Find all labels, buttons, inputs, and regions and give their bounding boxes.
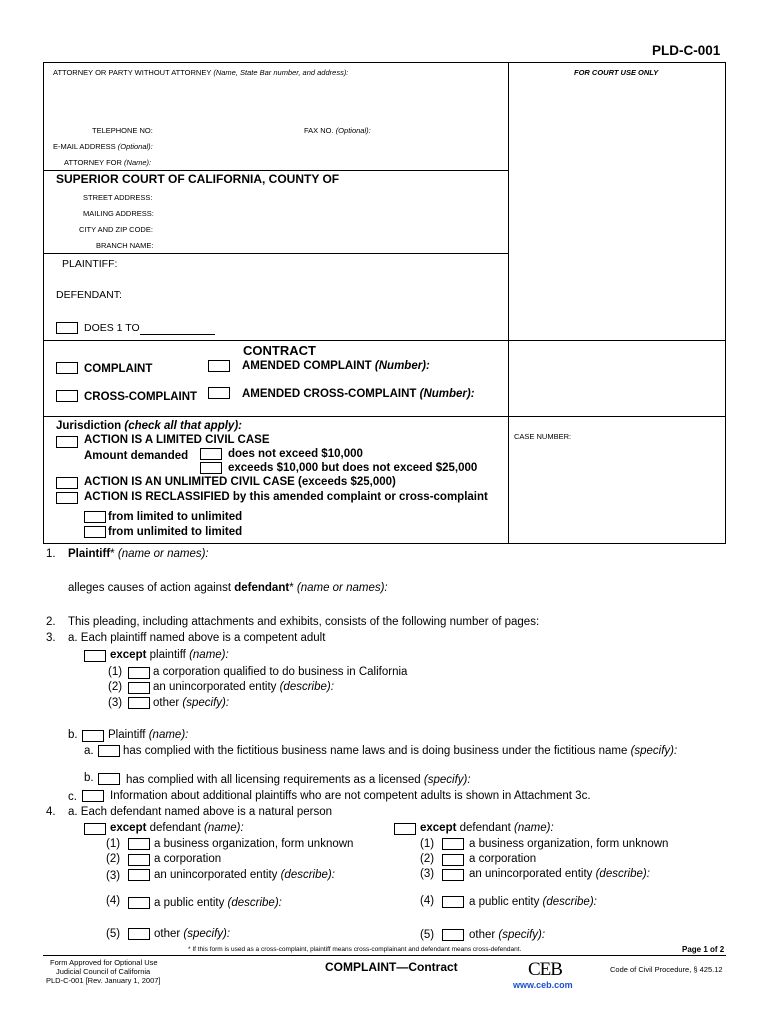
right-d3-label: an unincorporated entity (describe): [469,868,650,880]
except-defendant-right-checkbox[interactable] [394,823,416,835]
right-d1-number: (1) [420,838,435,850]
form-title: COMPLAINT—Contract [325,960,458,974]
except-defendant-left-label: except defendant (name): [110,822,244,834]
frame-bottom [43,543,726,544]
page-number: Page 1 of 2 [682,945,725,954]
email-label: E-MAIL ADDRESS (Optional): [53,142,153,151]
exceeds-checkbox[interactable] [200,462,222,474]
divider-title [43,340,726,341]
street-address-label: STREET ADDRESS: [83,193,153,202]
right-d5-number: (5) [420,929,435,941]
except-plaintiff-checkbox[interactable] [84,650,106,662]
attorney-label: ATTORNEY OR PARTY WITHOUT ATTORNEY (Name, State Bar number, and address): [53,68,349,77]
item-3-3-label: other (specify): [153,697,230,709]
left-d3-number: (3) [106,870,121,882]
left-d4-label: a public entity (describe): [154,897,282,909]
unlimited-case-label: ACTION IS AN UNLIMITED CIVIL CASE (exceeds $25,000) [84,476,396,488]
defendant-label: DEFENDANT: [56,289,122,301]
divider-court [43,170,509,171]
code-reference: Code of Civil Procedure, § 425.12 [610,965,723,974]
right-d5-checkbox[interactable] [442,929,464,941]
amended-cross-complaint-label: AMENDED CROSS-COMPLAINT (Number): [242,388,475,400]
right-d4-label: a public entity (describe): [469,896,597,908]
item-3b-b-number: b. [84,772,94,784]
item-3b-a-checkbox[interactable] [98,745,120,757]
right-d2-label: a corporation [469,853,537,865]
not-exceed-checkbox[interactable] [200,448,222,460]
left-d4-number: (4) [106,895,121,907]
jurisdiction-label: Jurisdiction (check all that apply): [56,420,242,432]
item-2-number: 2. [46,616,56,628]
item-3b-a-number: a. [84,745,94,757]
mailing-address-label: MAILING ADDRESS: [83,209,154,218]
branch-name-label: BRANCH NAME: [96,241,154,250]
left-d3-label: an unincorporated entity (describe): [154,869,335,881]
amended-complaint-label: AMENDED COMPLAINT (Number): [242,360,430,372]
limited-to-unlimited-checkbox[interactable] [84,511,106,523]
unlimited-to-limited-label: from unlimited to limited [108,526,243,538]
left-d4-checkbox[interactable] [128,897,150,909]
item-3c-label: Information about additional plaintiffs who are not competent adults is shown in Attachment 3c. [110,790,591,802]
left-d1-label: a business organization, form unknown [154,838,354,850]
frame-top [43,62,726,63]
court-title: SUPERIOR COURT OF CALIFORNIA, COUNTY OF [56,172,340,186]
limited-case-checkbox[interactable] [56,436,78,448]
footer-rule [43,955,726,956]
item-3-2-number: (2) [108,681,123,693]
frame-left [43,62,44,544]
right-d1-label: a business organization, form unknown [469,838,669,850]
approved-line-3: PLD-C-001 [Rev. January 1, 2007] [46,976,161,985]
right-d3-number: (3) [420,868,435,880]
reclassified-checkbox[interactable] [56,492,78,504]
exceeds-label: exceeds $10,000 but does not exceed $25,000 [228,462,478,474]
left-d2-label: a corporation [154,853,222,865]
item-3b-checkbox[interactable] [82,730,104,742]
left-d5-number: (5) [106,928,121,940]
item-3b-a-label: has complied with the fictitious business name laws and is doing business under the fictitious name (specify): [123,745,678,757]
except-plaintiff-label: except plaintiff (name): [110,649,229,661]
item-1-number: 1. [46,548,56,560]
complaint-label: COMPLAINT [84,363,153,375]
left-d5-label: other (specify): [154,928,231,940]
item-3-1-checkbox[interactable] [128,667,150,679]
left-d1-number: (1) [106,838,121,850]
not-exceed-label: does not exceed $10,000 [228,448,363,460]
complaint-checkbox[interactable] [56,362,78,374]
approved-line-2: Judicial Council of California [56,967,151,976]
right-d3-checkbox[interactable] [442,869,464,881]
does-blank[interactable] [140,334,215,335]
contract-heading: CONTRACT [243,343,316,358]
item-3a-text: a. Each plaintiff named above is a competent adult [68,632,326,644]
form-number: PLD-C-001 [652,43,721,58]
unlimited-case-checkbox[interactable] [56,477,78,489]
amended-complaint-checkbox[interactable] [208,360,230,372]
right-d1-checkbox[interactable] [442,838,464,850]
item-3b-number: b. [68,729,78,741]
item-1-text: Plaintiff* (name or names): [68,548,209,560]
frame-right [725,62,726,544]
plaintiff-label: PLAINTIFF: [62,258,118,270]
fax-label: FAX NO. (Optional): [304,126,371,135]
cross-complaint-checkbox[interactable] [56,390,78,402]
telephone-label: TELEPHONE NO: [92,126,153,135]
item-3-3-number: (3) [108,697,123,709]
left-d1-checkbox[interactable] [128,838,150,850]
ceb-url[interactable]: www.ceb.com [513,980,573,990]
ceb-logo: CEB [528,959,562,980]
item-2-text: This pleading, including attachments and exhibits, consists of the following number of pages: [68,616,540,628]
item-3c-checkbox[interactable] [82,790,104,802]
except-defendant-right-label: except defendant (name): [420,822,554,834]
amount-demanded-label: Amount demanded [84,450,189,462]
right-d2-checkbox[interactable] [442,854,464,866]
item-3b-b-label: has complied with all licensing requirements as a licensed (specify): [126,774,471,786]
alleges-text: alleges causes of action against defendant* (name or names): [68,582,388,594]
case-number-label: CASE NUMBER: [514,432,572,441]
item-3b-label: Plaintiff (name): [108,729,189,741]
amended-cross-complaint-checkbox[interactable] [208,387,230,399]
does-label: DOES 1 TO [84,322,140,334]
item-3-1-number: (1) [108,666,123,678]
does-checkbox[interactable] [56,322,78,334]
item-3-3-checkbox[interactable] [128,697,150,709]
divider-jurisdiction [43,416,726,417]
cross-complaint-label: CROSS-COMPLAINT [84,391,198,403]
right-d5-label: other (specify): [469,929,546,941]
except-defendant-left-checkbox[interactable] [84,823,106,835]
city-zip-label: CITY AND ZIP CODE: [79,225,153,234]
right-d4-checkbox[interactable] [442,896,464,908]
left-d5-checkbox[interactable] [128,928,150,940]
approved-line-1: Form Approved for Optional Use [50,958,158,967]
left-d2-checkbox[interactable] [128,854,150,866]
left-d3-checkbox[interactable] [128,869,150,881]
item-3c-number: c. [68,791,77,803]
limited-case-label: ACTION IS A LIMITED CIVIL CASE [84,434,270,446]
item-3-number: 3. [46,632,56,644]
right-d2-number: (2) [420,853,435,865]
court-use-label: FOR COURT USE ONLY [574,68,659,77]
item-3-2-label: an unincorporated entity (describe): [153,681,334,693]
footnote: * If this form is used as a cross-complaint, plaintiff means cross-complainant and defendant means cross-defendant. [188,946,522,953]
attorney-for-label: ATTORNEY FOR (Name): [64,158,152,167]
unlimited-to-limited-checkbox[interactable] [84,526,106,538]
item-4a-text: a. Each defendant named above is a natural person [68,806,333,818]
right-d4-number: (4) [420,895,435,907]
left-d2-number: (2) [106,853,121,865]
item-3b-b-checkbox[interactable] [98,773,120,785]
item-4-number: 4. [46,806,56,818]
reclassified-label: ACTION IS RECLASSIFIED by this amended complaint or cross-complaint [84,491,488,503]
limited-to-unlimited-label: from limited to unlimited [108,511,243,523]
item-3-2-checkbox[interactable] [128,682,150,694]
divider-parties [43,253,509,254]
frame-mid [508,62,509,544]
item-3-1-label: a corporation qualified to do business in California [153,666,408,678]
